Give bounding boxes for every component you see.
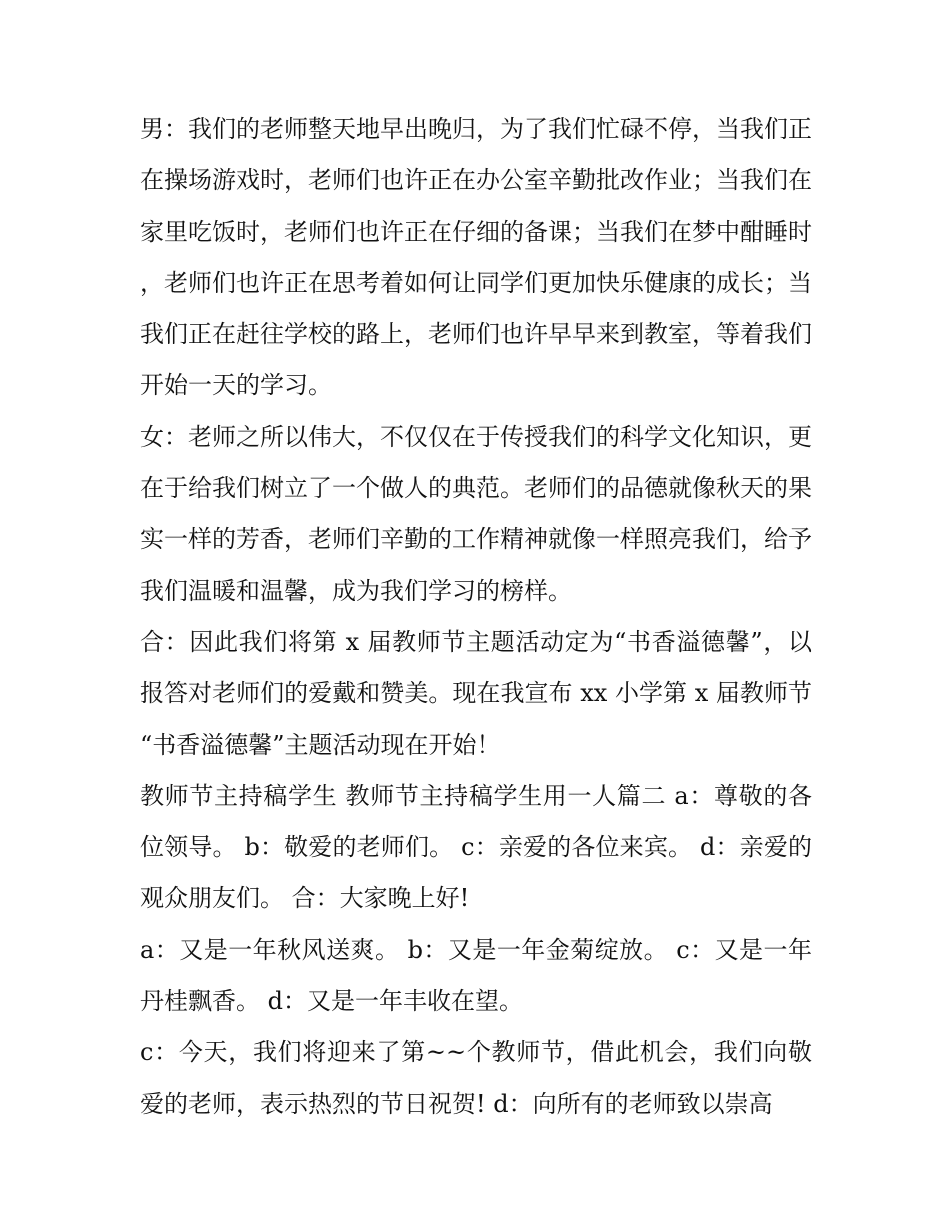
paragraph-teachers-day: c：今天，我们将迎来了第~~个教师节，借此机会，我们向敬爱的老师，表示热烈的节日祝贺! d：向所有的老师致以崇高 xyxy=(140,1038,812,1118)
paragraph-autumn-lines: a：又是一年秋风送爽。 b：又是一年金菊绽放。 c：又是一年丹桂飘香。 d：又是一年丰收在望。 xyxy=(140,935,812,1016)
paragraph-female-speaker: 女：老师之所以伟大，不仅仅在于传授我们的科学文化知识，更在于给我们树立了一个做人的典范。老师们的品德就像秋天的果实一样的芳香，老师们辛勤的工作精神就像一样照亮我们，给予我们温暖和温馨，成为我们学习的榜样。 xyxy=(140,422,812,605)
document-body xyxy=(140,104,812,1130)
paragraph-together-opening: 合：因此我们将第 x 届教师节主题活动定为“书香溢德馨”，以报答对老师们的爱戴和赞美。现在我宣布 xx 小学第 x 届教师节“书香溢德馨”主题活动现在开始！ xyxy=(140,627,812,759)
paragraph-male-speaker: 男：我们的老师整天地早出晚归，为了我们忙碌不停，当我们正在操场游戏时，老师们也许正在办公室辛勤批改作业；当我们在家里吃饭时，老师们也许正在仔细的备课；当我们在梦中酣睡时，老师们也许正在思考着如何让同学们更加快乐健康的成长；当我们正在赶往学校的路上，老师们也许早早来到教室，等着我们开始一天的学习。 xyxy=(140,115,812,400)
paragraph-greetings: 教师节主持稿学生 教师节主持稿学生用一人篇二 a：尊敬的各位领导。 b：敬爱的老师们。 c：亲爱的各位来宾。 d：亲爱的观众朋友们。 合：大家晚上好! xyxy=(140,781,812,913)
